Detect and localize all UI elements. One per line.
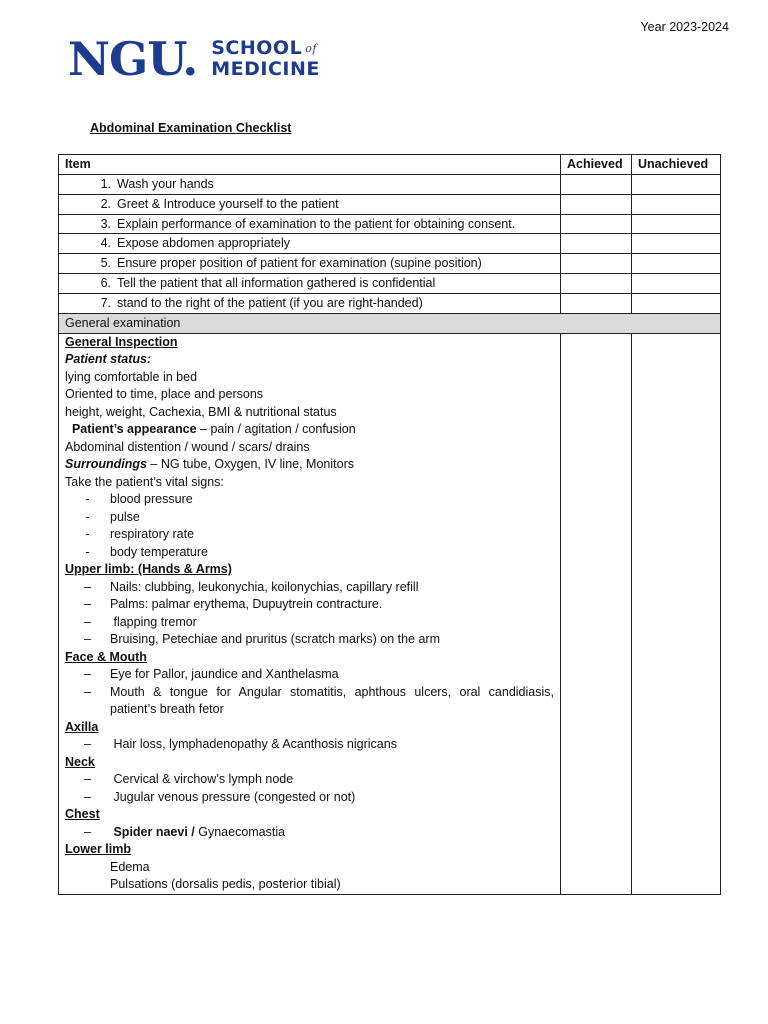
table-row xyxy=(59,293,721,313)
face-text: Eye for Pallor, jaundice and Xanthelasma xyxy=(110,667,339,682)
list-item xyxy=(65,526,554,544)
row-number: 7. xyxy=(100,295,111,310)
lower-limb-heading: Lower limb xyxy=(65,842,131,857)
row-text: Ensure proper position of patient for examination (supine position) xyxy=(117,256,482,271)
face-text: Mouth & tongue for Angular stomatitis, aphthous ulcers, oral candidiasis, patient’s breath fetor xyxy=(110,684,554,717)
general-exam-content xyxy=(59,333,561,894)
row-number: 6. xyxy=(100,275,111,290)
list-item: Oriented to time, place and persons xyxy=(65,387,264,402)
unachieved-cell[interactable] xyxy=(632,273,721,293)
dash-marker: - xyxy=(85,527,90,542)
upper-text: Bruising, Petechiae and pruritus (scratch marks) on the arm xyxy=(110,632,440,647)
achieved-cell[interactable] xyxy=(561,234,632,254)
achieved-cell[interactable] xyxy=(561,194,632,214)
unachieved-cell[interactable] xyxy=(632,234,721,254)
table-header-row xyxy=(59,155,721,175)
dash-marker: – xyxy=(84,824,91,839)
general-inspection-heading: General Inspection xyxy=(65,334,178,349)
row-number: 4. xyxy=(100,236,111,251)
logo-school: SCHOOL xyxy=(211,37,303,59)
row-text: stand to the right of the patient (if you are right-handed) xyxy=(117,295,423,310)
vital-text: respiratory rate xyxy=(110,527,195,542)
dash-marker: – xyxy=(84,667,91,682)
dash-marker: – xyxy=(84,737,91,752)
axilla-text: Hair loss, lymphadenopathy & Acanthosis nigricans xyxy=(110,737,397,752)
list-item xyxy=(65,824,554,842)
surroundings-label: Surroundings xyxy=(65,457,147,472)
table-row xyxy=(59,273,721,293)
list-item xyxy=(65,771,554,789)
vital-text: body temperature xyxy=(110,544,208,559)
list-item xyxy=(65,509,554,527)
general-exam-row xyxy=(59,333,721,894)
dash-marker: – xyxy=(84,684,91,699)
list-item xyxy=(65,614,554,632)
list-item xyxy=(65,684,554,719)
neck-text: Jugular venous pressure (congested or not) xyxy=(110,789,356,804)
list-item xyxy=(65,666,554,684)
unachieved-cell[interactable] xyxy=(632,333,721,894)
dash-marker: – xyxy=(84,789,91,804)
vital-text: pulse xyxy=(110,509,140,524)
logo-ngu: NGU. xyxy=(68,32,198,86)
upper-text: Palms: palmar erythema, Dupuytrein contracture. xyxy=(110,597,383,612)
dash-marker: – xyxy=(84,597,91,612)
unachieved-cell[interactable] xyxy=(632,194,721,214)
achieved-cell[interactable] xyxy=(561,333,632,894)
list-item xyxy=(65,579,554,597)
appearance-text: – pain / agitation / confusion xyxy=(196,422,356,437)
achieved-cell[interactable] xyxy=(561,254,632,274)
table-row xyxy=(59,234,721,254)
list-item xyxy=(65,596,554,614)
list-item: Pulsations (dorsalis pedis, posterior tibial) xyxy=(110,877,341,892)
patient-status-label: Patient status: xyxy=(65,352,152,367)
document-title: Abdominal Examination Checklist xyxy=(90,121,292,135)
unachieved-cell[interactable] xyxy=(632,175,721,195)
appearance-label: Patient’s appearance xyxy=(71,422,197,437)
header-unachieved: Unachieved xyxy=(632,155,721,175)
axilla-heading: Axilla xyxy=(65,719,99,734)
face-mouth-heading: Face & Mouth xyxy=(65,649,147,664)
list-item xyxy=(65,491,554,509)
upper-text: flapping tremor xyxy=(110,614,197,629)
row-text: Expose abdomen appropriately xyxy=(117,236,291,251)
achieved-cell[interactable] xyxy=(561,293,632,313)
ngu-logo xyxy=(68,34,320,84)
dash-marker: - xyxy=(85,509,90,524)
checklist-table xyxy=(58,154,721,895)
year-label: Year 2023-2024 xyxy=(640,20,729,34)
appearance-line xyxy=(65,421,554,439)
header-item: Item xyxy=(59,155,561,175)
vitals-intro: Take the patient’s vital signs: xyxy=(65,474,224,489)
achieved-cell[interactable] xyxy=(561,175,632,195)
row-number: 2. xyxy=(100,196,111,211)
table-row xyxy=(59,214,721,234)
upper-text: Nails: clubbing, leukonychia, koilonychias, capillary refill xyxy=(110,579,419,594)
list-item: Edema xyxy=(110,859,150,874)
logo-medicine: MEDICINE xyxy=(211,58,320,80)
surroundings-text: – NG tube, Oxygen, IV line, Monitors xyxy=(146,457,354,472)
list-item xyxy=(65,631,554,649)
chest-text: Gynaecomastia xyxy=(194,824,286,839)
dash-marker: - xyxy=(85,492,90,507)
logo-of: of xyxy=(305,42,317,55)
dash-marker: – xyxy=(84,579,91,594)
list-item: lying comfortable in bed xyxy=(65,369,198,384)
dash-marker: - xyxy=(85,544,90,559)
section-title: General examination xyxy=(59,313,721,333)
achieved-cell[interactable] xyxy=(561,273,632,293)
achieved-cell[interactable] xyxy=(561,214,632,234)
row-number: 1. xyxy=(100,177,111,191)
row-number: 5. xyxy=(100,256,111,271)
row-text: Tell the patient that all information gathered is confidential xyxy=(117,275,436,290)
header-achieved: Achieved xyxy=(561,155,632,175)
list-item: Abdominal distention / wound / scars/ drains xyxy=(65,439,310,454)
unachieved-cell[interactable] xyxy=(632,293,721,313)
surroundings-line xyxy=(65,456,554,474)
dash-marker: – xyxy=(84,614,91,629)
row-text: Explain performance of examination to the patient for obtaining consent. xyxy=(117,216,516,231)
vital-text: blood pressure xyxy=(110,492,193,507)
table-row xyxy=(59,175,721,195)
unachieved-cell[interactable] xyxy=(632,254,721,274)
unachieved-cell[interactable] xyxy=(632,214,721,234)
section-row xyxy=(59,313,721,333)
upper-limb-heading: Upper limb: (Hands & Arms) xyxy=(65,562,232,577)
neck-heading: Neck xyxy=(65,754,95,769)
table-row xyxy=(59,194,721,214)
dash-marker: – xyxy=(84,772,91,787)
list-item xyxy=(65,544,554,562)
logo-school-of-medicine xyxy=(211,38,320,80)
row-number: 3. xyxy=(100,216,111,231)
list-item xyxy=(65,789,554,807)
row-text: Wash your hands xyxy=(117,177,214,191)
chest-bold: Spider naevi / xyxy=(110,824,195,839)
chest-heading: Chest xyxy=(65,807,100,822)
list-item: height, weight, Cachexia, BMI & nutritional status xyxy=(65,404,337,419)
table-row xyxy=(59,254,721,274)
list-item xyxy=(65,736,554,754)
row-text: Greet & Introduce yourself to the patient xyxy=(117,196,339,211)
dash-marker: – xyxy=(84,632,91,647)
neck-text: Cervical & virchow’s lymph node xyxy=(110,772,294,787)
